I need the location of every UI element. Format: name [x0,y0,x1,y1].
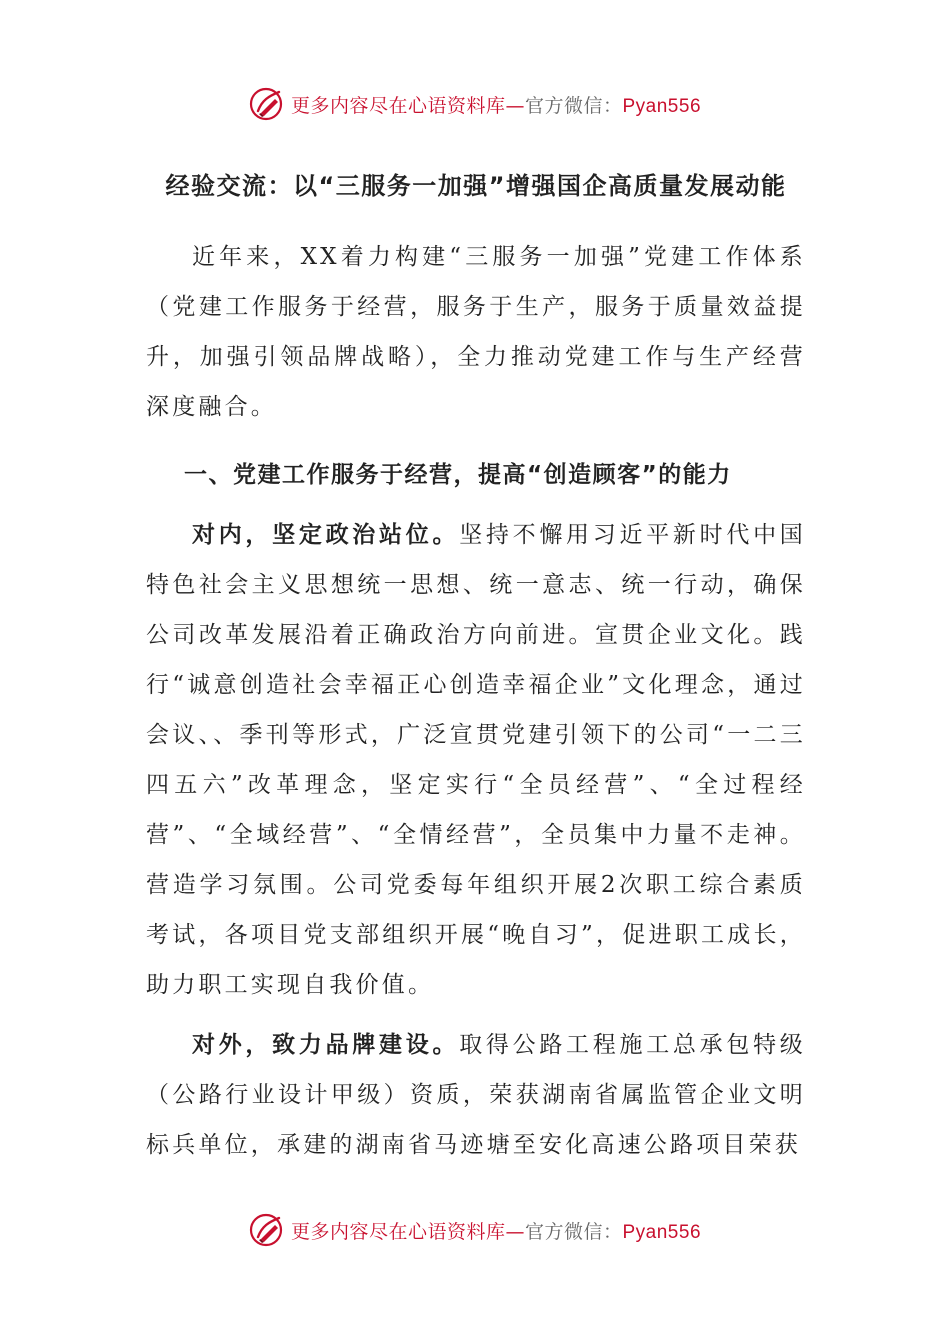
paragraph-body: 坚持不懈用习近平新时代中国特色社会主义思想统一思想、统一意志、统一行动，确保公司改革发展沿着正确政治方向前进。宣贯企业文化。践行“诚意创造社会幸福正心创造幸福企业”文化理念，通过会议、、季刊等形式，广泛宣贯党建引领下的公司“一二三四五六”改革理念，坚定实行“全员经营”、“全过程经营”、“全域经营”、“全情经营”，全员集中力量不走神。营造学习氛围。公司党委每年组织开展2次职工综合素质考试，各项目党支部组织开展“晚自习”，促进职工成长，助力职工实现自我价值。 [146,522,807,998]
banner-text [291,1217,701,1244]
document-body [146,166,806,1170]
paragraph-external [146,1020,806,1170]
banner-main-text: 更多内容尽在心语资料库 [290,1220,506,1243]
banner-main-text: 更多内容尽在心语资料库 [290,94,506,117]
pen-logo-icon [249,1212,285,1248]
paragraph-lead: 对内，坚定政治站位。 [192,522,460,548]
banner-wechat-id: Pyan556 [622,1221,702,1243]
paragraph-lead: 对外，致力品牌建设。 [192,1032,460,1058]
intro-paragraph: 近年来，XX着力构建“三服务一加强”党建工作体系（党建工作服务于经营，服务于生产，服务于质量效益提升，加强引领品牌战略），全力推动党建工作与生产经营深度融合。 [146,244,806,420]
paragraph-body: 取得公路工程施工总承包特级（公路行业设计甲级）资质，荣获湖南省属监管企业文明标兵单位，承建的湖南省马迹塘至安化高速公路项目荣获 [146,1032,807,1158]
document-title: 经验交流：以“三服务一加强”增强国企高质量发展动能 [165,172,787,200]
banner-wechat-id: Pyan556 [622,95,702,117]
banner-wechat-label: 官方微信： [524,1220,623,1243]
banner-text [291,91,701,118]
banner-separator: — [505,1220,525,1243]
paragraph-internal [146,510,806,1010]
banner-wechat-label: 官方微信： [524,94,623,117]
section-heading: 一、党建工作服务于经营，提高“创造顾客”的能力 [184,462,732,488]
header-banner [0,84,950,124]
footer-banner [0,1210,950,1250]
banner-separator: — [505,94,525,117]
pen-logo-icon [249,86,285,122]
